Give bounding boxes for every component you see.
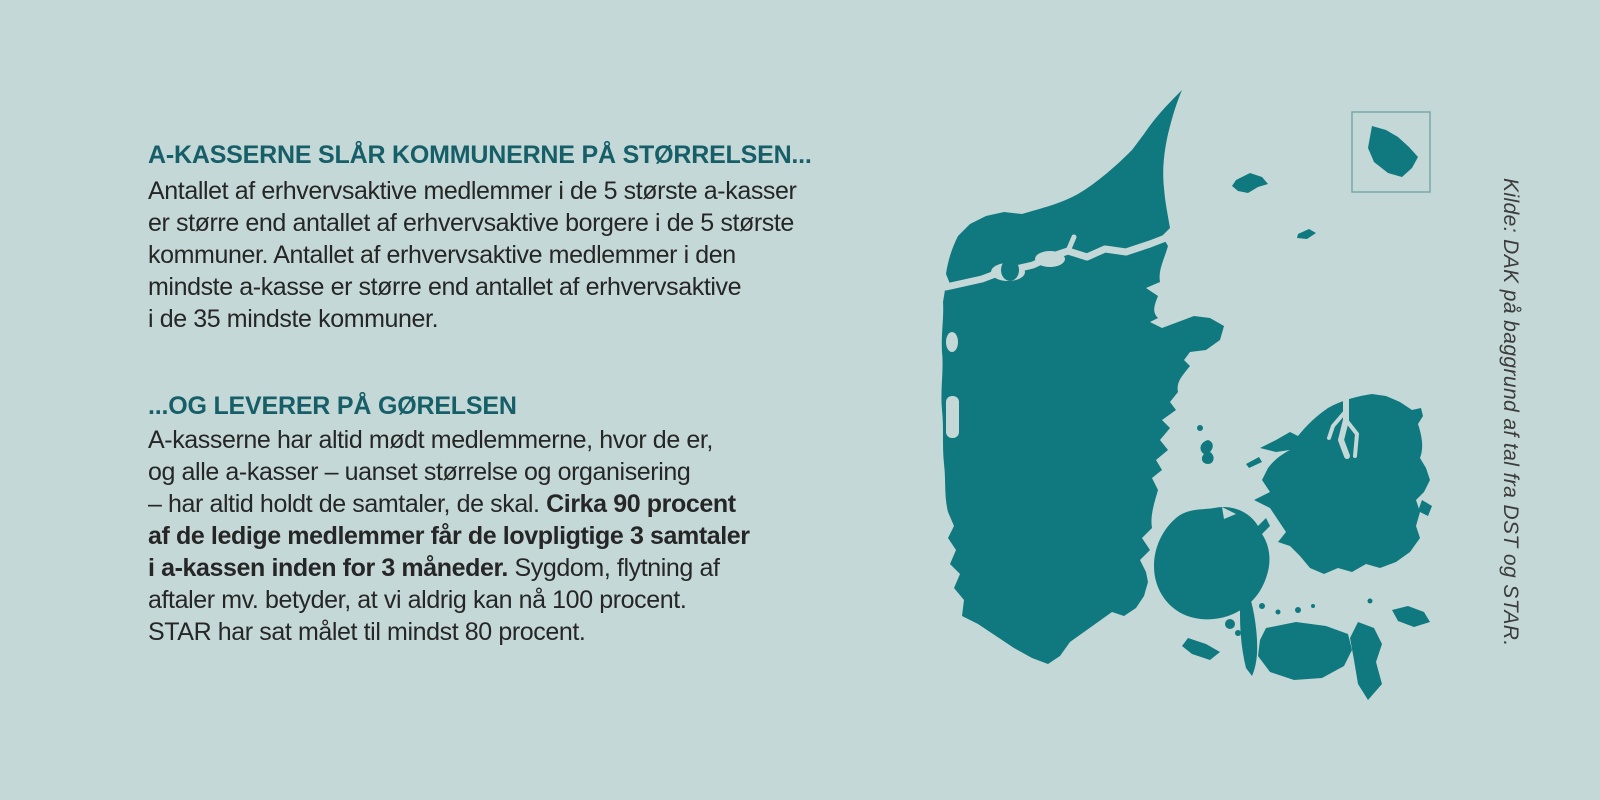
body-line: – har altid holdt de samtaler, de skal. Cirka 90 procent (148, 490, 736, 518)
source-note: Kilde: DAK på baggrund af tal fra DST og STAR. (1499, 178, 1522, 647)
body-line: i de 35 mindste kommuner. (148, 305, 439, 333)
body-line: aftaler mv. betyder, at vi aldrig kan nå 100 procent. (148, 586, 687, 614)
lolland-shape (1258, 622, 1352, 680)
body-line: A-kasserne har altid mødt medlemmerne, hvor de er, (148, 426, 713, 454)
zealand-shape (1254, 394, 1430, 574)
body-line: STAR har sat målet til mindst 80 procent. (148, 618, 586, 646)
anholt-shape (1297, 229, 1316, 239)
denmark-map-svg (900, 60, 1460, 800)
body-line: er større end antallet af erhvervsaktive borgere i de 5 største (148, 209, 794, 237)
endelave-island (1197, 425, 1203, 431)
falster-shape (1350, 622, 1382, 700)
aeroe-shape (1182, 638, 1220, 660)
south-funen-islet (1235, 630, 1241, 636)
funen-shape (1154, 507, 1270, 619)
sejeroe-shape (1246, 457, 1262, 468)
body-line: Antallet af erhvervsaktive medlemmer i de 5 største a-kasser (148, 177, 797, 205)
limfjord-broads-east (1035, 251, 1065, 267)
amager-shape (1418, 500, 1432, 516)
bogoe-islet (1368, 599, 1373, 604)
denmark-map (900, 60, 1460, 800)
body-line: i a-kassen inden for 3 måneder. Sygdom, flytning af (148, 554, 720, 582)
body-line: af de ledige medlemmer får de lovpligtige 3 samtaler (148, 522, 750, 550)
smaaland-islet-2 (1276, 610, 1281, 615)
smaaland-islet-4 (1311, 604, 1315, 608)
body-line: kommuner. Antallet af erhvervsaktive medlemmer i den (148, 241, 736, 269)
ringkoebing-fjord (946, 396, 959, 438)
smaaland-islet-1 (1259, 603, 1265, 609)
section2-heading: ...OG LEVERER PÅ GØRELSEN (148, 392, 517, 420)
body-line: og alle a-kasser – uanset størrelse og organisering (148, 458, 691, 486)
section1-heading: A-KASSERNE SLÅR KOMMUNERNE PÅ STØRRELSEN... (148, 141, 812, 169)
samsoe-shape (1201, 440, 1214, 464)
body-line: mindste a-kasse er større end antallet af erhvervsaktive (148, 273, 742, 301)
mors-island (1001, 259, 1019, 281)
section1-body (148, 175, 796, 335)
section2-body (148, 424, 750, 648)
laesoe-shape (1232, 173, 1268, 193)
taasinge-island (1225, 619, 1235, 629)
smaaland-islet-3 (1295, 607, 1301, 613)
bornholm-shape (1368, 126, 1418, 177)
moen-shape (1392, 606, 1430, 627)
nissum-fjord (946, 332, 958, 352)
